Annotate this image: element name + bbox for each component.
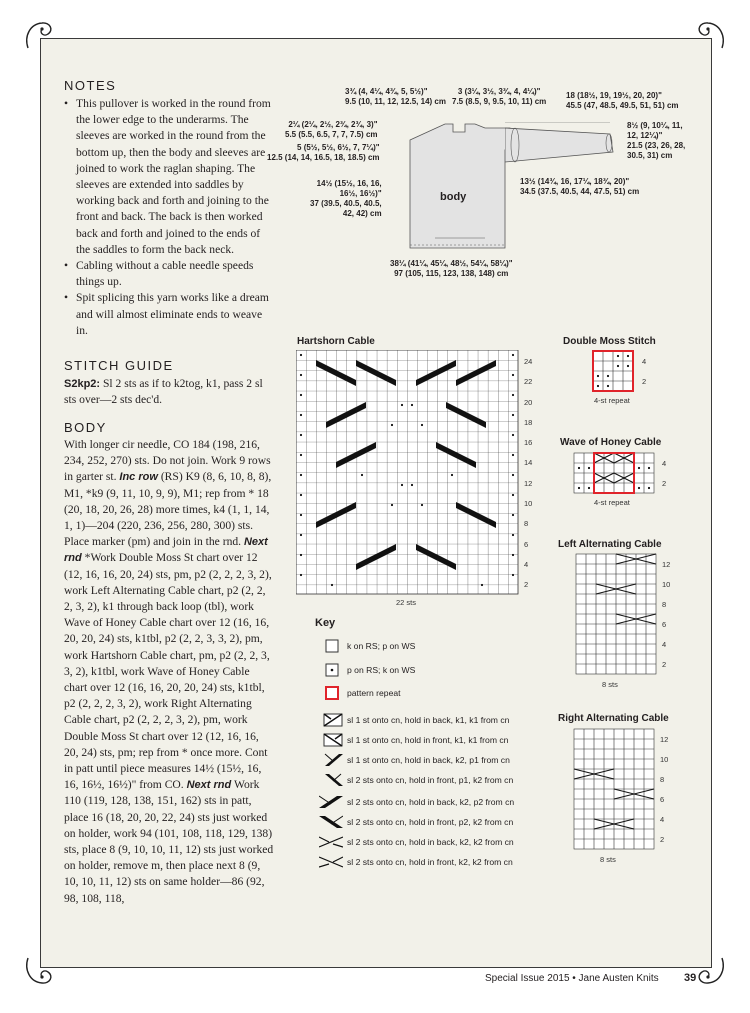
stitch-guide-def: Sl 2 sts as if to k2tog, k1, pass 2 sl sts over—2 sts dec'd.	[64, 377, 263, 407]
wave-honey-caption: 4-st repeat	[594, 498, 630, 507]
double-moss-chart	[592, 350, 636, 394]
sleeve-schematic	[505, 122, 620, 172]
double-moss-title: Double Moss Stitch	[563, 336, 656, 347]
cable-k2p2-icon	[319, 795, 343, 809]
dim-hip: 38¼ (41¼, 45¼, 48½, 54¼, 58¼)" 97 (105, 115, 123, 138, 148) cm	[390, 259, 513, 278]
notes-bullet-2: • Cabling without a cable needle speeds things up.	[64, 258, 274, 290]
corner-flourish-top-left	[22, 18, 58, 54]
dim-saddle-width: 3 (3¼, 3½, 3¾, 4, 4¼)" 7.5 (8.5, 9, 9.5, 10, 11) cm	[452, 87, 547, 106]
wave-honey-row-numbers: 4 2	[662, 459, 667, 488]
purl-dot-icon	[323, 663, 343, 677]
hartshorn-caption: 22 sts	[396, 598, 417, 607]
corner-flourish-top-right	[692, 18, 728, 54]
cable-p2k2-icon	[319, 815, 343, 829]
notes-bullet-1: • This pullover is worked in the round from the lower edge to the underarms. The sleeves are worked in the round from the bottom up, then the body and sleeves are joined to work the raglan shaping. The sleeves are extended into saddles by working back and forth and joining to the front and back. The back is then worked back and forth and joined to the ends of the saddles to form the back neck.	[64, 96, 274, 258]
corner-flourish-bottom-left	[22, 952, 58, 988]
next-rnd-label-2: Next rnd	[186, 779, 232, 792]
left-alternating-chart	[575, 553, 659, 677]
notes-bullet-3: • Spit splicing this yarn works like a dream and will almost eliminate ends to weave in.	[64, 290, 274, 339]
left-alternating-caption: 8 sts	[602, 680, 618, 689]
body-instructions	[64, 437, 274, 907]
cable-2x2-front-icon	[319, 855, 343, 869]
body-label: body	[440, 191, 467, 203]
body-text-3: *Work Double Moss St chart over 12 (12, 16, 16, 20, 24) sts, pm, p2 (2, 2, 2, 3, 2), work Left Alternating Cable chart, p2 (2, 2, 2, 3, 2), k1 through back loop (tbl), work Wave of Honey Cable chart over 12 (16, 16, 20, 20, 24) sts, k1tbl, p2 (2, 2, 3, 3, 2), pm, work Hartshorn Cable chart, pm, p2 (2, 2, 3, 3, 2), k1tbl, work Wave of Honey Cable chart over 12 (16, 16, 20, 20, 24) sts, k1tbl, p2 (2, 2, 2, 3, 2), work Right Alternating Cable chart, p2 (2, 2, 2, 3, 2), pm, work Double Moss St chart over 12 (12, 16, 16, 20, 24) sts, pm; rep from * once more. Cont in patt until piece measures 14½ (15½, 16, 16, 16½, 16½)" from CO.	[64, 551, 272, 792]
cable-p1k2-icon	[323, 773, 343, 787]
body-text-2: (RS) K9 (8, 6, 10, 8, 8), M1, *k9 (9, 11, 10, 9, 9), M1; rep from * 18 (20, 18, 20, 26, 28) more times, k4 (1, 1, 14, 1, 1)—204 (220, 236, 256, 280, 300) sts. Place marker (pm) and join in the rnd.	[64, 470, 272, 549]
dim-neck-width: 3¾ (4, 4¼, 4¾, 5, 5½)" 9.5 (10, 11, 12, 12.5, 14) cm	[345, 87, 446, 106]
dim-upper-arm: 8½ (9, 10¼, 11, 12, 12¼)" 21.5 (23, 26, 28, 30.5, 31) cm	[627, 121, 686, 160]
cable-1-back-icon	[323, 713, 343, 727]
right-alternating-row-numbers: 12 10 8 6 4 2	[660, 735, 669, 844]
stitch-guide-term: S2kp2:	[64, 378, 101, 390]
hartshorn-row-numbers: 24 22 20 18 16 14 12 10 8 6 4 2	[524, 357, 533, 590]
inc-row-label: Inc row	[119, 471, 158, 484]
next-rnd-label: Next rnd	[64, 536, 268, 565]
dim-yoke-depth: 5 (5½, 5½, 6½, 7, 7¼)" 12.5 (14, 14, 16.5, 18, 18.5) cm	[267, 143, 380, 162]
left-alternating-row-numbers: 12 10 8 6 4 2	[662, 560, 671, 669]
page-number: 39	[684, 972, 697, 984]
dim-neck-depth: 2¼ (2¼, 2½, 2¾, 2¾, 3)" 5.5 (5.5, 6.5, 7, 7, 7.5) cm	[285, 120, 378, 139]
body-text-4: Work 110 (119, 128, 138, 151, 162) sts in patt, place 16 (18, 20, 20, 22, 24) sts just worked on holder, work 94 (101, 108, 118, 129, 138) sts, place 8 (9, 10, 10, 11, 12) sts just worked on holder, remove m, then place next 8 (9, 10, 10, 11, 12) sts on same holder—86 (92, 98, 108, 118,	[64, 778, 274, 905]
stitch-guide-heading: STITCH GUIDE	[64, 358, 174, 373]
key-heading: Key	[315, 617, 336, 629]
corner-flourish-bottom-right	[692, 952, 728, 988]
stitch-guide-text	[64, 376, 274, 408]
notes-list	[64, 96, 274, 339]
cable-k2p1-icon	[323, 753, 343, 767]
right-alternating-caption: 8 sts	[600, 855, 616, 864]
body-text-1: With longer cir needle, CO 184 (198, 216, 234, 252, 270) sts. Do not join. Work 9 rows in garter st.	[64, 438, 271, 484]
left-alternating-title: Left Alternating Cable	[558, 539, 662, 550]
footer-publication: Special Issue 2015 • Jane Austen Knits	[485, 973, 659, 984]
right-alternating-title: Right Alternating Cable	[558, 713, 669, 724]
hartshorn-cable-chart	[296, 350, 520, 595]
wave-honey-chart	[573, 452, 657, 496]
right-alternating-chart	[573, 728, 657, 852]
pattern-repeat-icon	[323, 686, 343, 700]
body-heading: BODY	[64, 420, 107, 435]
wave-honey-title: Wave of Honey Cable	[560, 437, 662, 448]
dim-body-length: 14½ (15½, 16, 16, 16½, 16½)" 37 (39.5, 40.5, 40.5, 42, 42) cm	[310, 179, 382, 218]
notes-heading: NOTES	[64, 78, 117, 93]
knit-square-icon	[323, 639, 343, 653]
double-moss-row-numbers: 4 2	[642, 357, 647, 386]
dim-cuff: 13½ (14¾, 16, 17¼, 18¾, 20)" 34.5 (37.5, 40.5, 44, 47.5, 51) cm	[520, 177, 640, 196]
double-moss-caption: 4-st repeat	[594, 396, 630, 405]
hartshorn-cable-title: Hartshorn Cable	[297, 336, 375, 347]
cable-1-front-icon	[323, 733, 343, 747]
cable-2x2-back-icon	[319, 835, 343, 849]
dim-sleeve-length: 18 (18½, 19, 19½, 20, 20)" 45.5 (47, 48.5, 49.5, 51, 51) cm	[566, 91, 679, 110]
